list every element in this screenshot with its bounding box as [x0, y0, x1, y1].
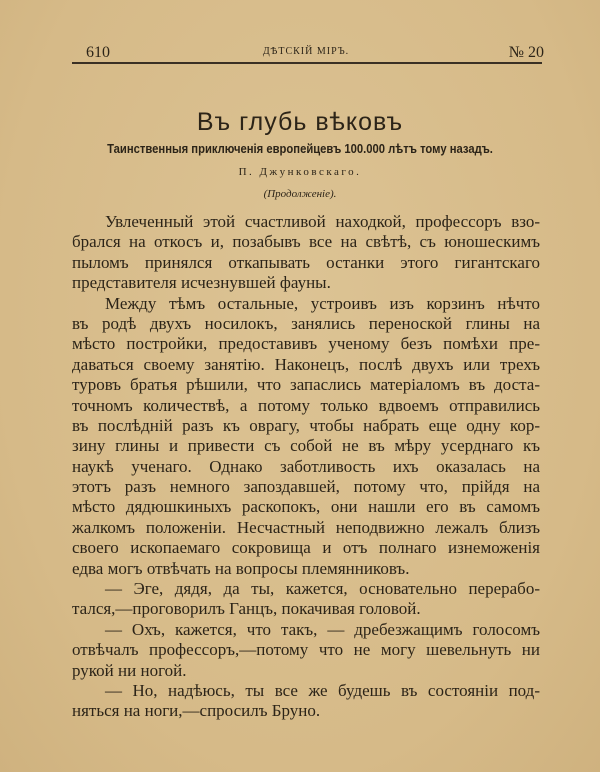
text-line: зину глины и привести съ собой не въ мѣру усерднаго къ — [72, 436, 540, 456]
text-line: представителя исчезнувшей фауны. — [72, 273, 331, 293]
text-line: брался на откосъ и, позабывъ все на свѣтѣ, съ юношескимъ — [72, 232, 540, 252]
article-body — [72, 212, 540, 722]
text-line: едва могъ отвѣчать на вопросы племянниковъ. — [72, 558, 410, 578]
text-line: туровъ братья рѣшили, что запаслись матеріаломъ въ доста- — [72, 375, 540, 395]
text-line: мѣсто дядюшкиныхъ раскопокъ, они нашли его въ самомъ — [72, 497, 540, 517]
text-line: Между тѣмъ остальные, устроивъ изъ корзинъ нѣчто — [105, 293, 540, 313]
page-number: 610 — [86, 44, 110, 61]
paragraph — [72, 579, 540, 620]
text-line: мѣсто постройки, предоставивъ ученому безъ помѣхи пре- — [72, 334, 540, 354]
text-line: этотъ разъ немного запоздавшей, потому что, прійдя на — [72, 477, 540, 497]
text-line: отвѣчалъ профессоръ,—потому что не могу шевельнуть ни — [72, 640, 540, 660]
text-line: тался,—проговорилъ Ганцъ, покачивая головой. — [72, 599, 421, 619]
article-subtitle: Таинственныя приключенія европейцевъ 100.000 лѣтъ тому назадъ. — [107, 142, 493, 156]
issue-number: № 20 — [508, 44, 544, 61]
text-line: своего ископаемаго сокровища и отъ полнаго изнеможенія — [72, 538, 540, 558]
text-line: няться на ноги,—спросилъ Бруно. — [72, 701, 321, 721]
text-line: рукой ни ногой. — [72, 660, 187, 680]
text-line: — Но, надѣюсь, ты все же будешь въ состояніи под- — [105, 680, 540, 700]
paragraph — [72, 294, 540, 579]
paragraph — [72, 620, 540, 681]
text-line: въ послѣдній разъ къ оврагу, чтобы набрать еще одну кор- — [72, 415, 540, 435]
article-author: П. Джунковскаго. — [238, 166, 362, 178]
magazine-title: ДѢТСКІЙ МІРЪ. — [262, 46, 350, 57]
paragraph — [72, 681, 540, 722]
text-line: наукѣ ученаго. Однако заботливость ихъ оказалась на — [72, 456, 540, 476]
article-title: Въ глубь вѣковъ — [196, 108, 404, 136]
text-line: точномъ количествѣ, а потому только вдвоемъ отправились — [72, 395, 540, 415]
text-line: даваться своему занятію. Наконецъ, послѣ двухъ или трехъ — [72, 354, 540, 374]
header-rule — [72, 62, 542, 64]
text-line: — Охъ, кажется, что такъ, — дребезжащимъ голосомъ — [105, 619, 540, 639]
text-line: Увлеченный этой счастливой находкой, профессоръ взо- — [105, 212, 540, 231]
text-line: пыломъ принялся откапывать останки этого гигантскаго — [72, 252, 540, 272]
continuation-note: (Продолженіе). — [263, 188, 337, 200]
text-line: въ родѣ двухъ носилокъ, занялись переноской глины на — [72, 313, 540, 333]
running-header — [72, 44, 544, 62]
text-line: жалкомъ положеніи. Несчастный неподвижно лежалъ близъ — [72, 517, 540, 537]
paragraph — [72, 212, 540, 294]
text-line: — Эге, дядя, да ты, кажется, основательно перерабо- — [105, 579, 540, 599]
